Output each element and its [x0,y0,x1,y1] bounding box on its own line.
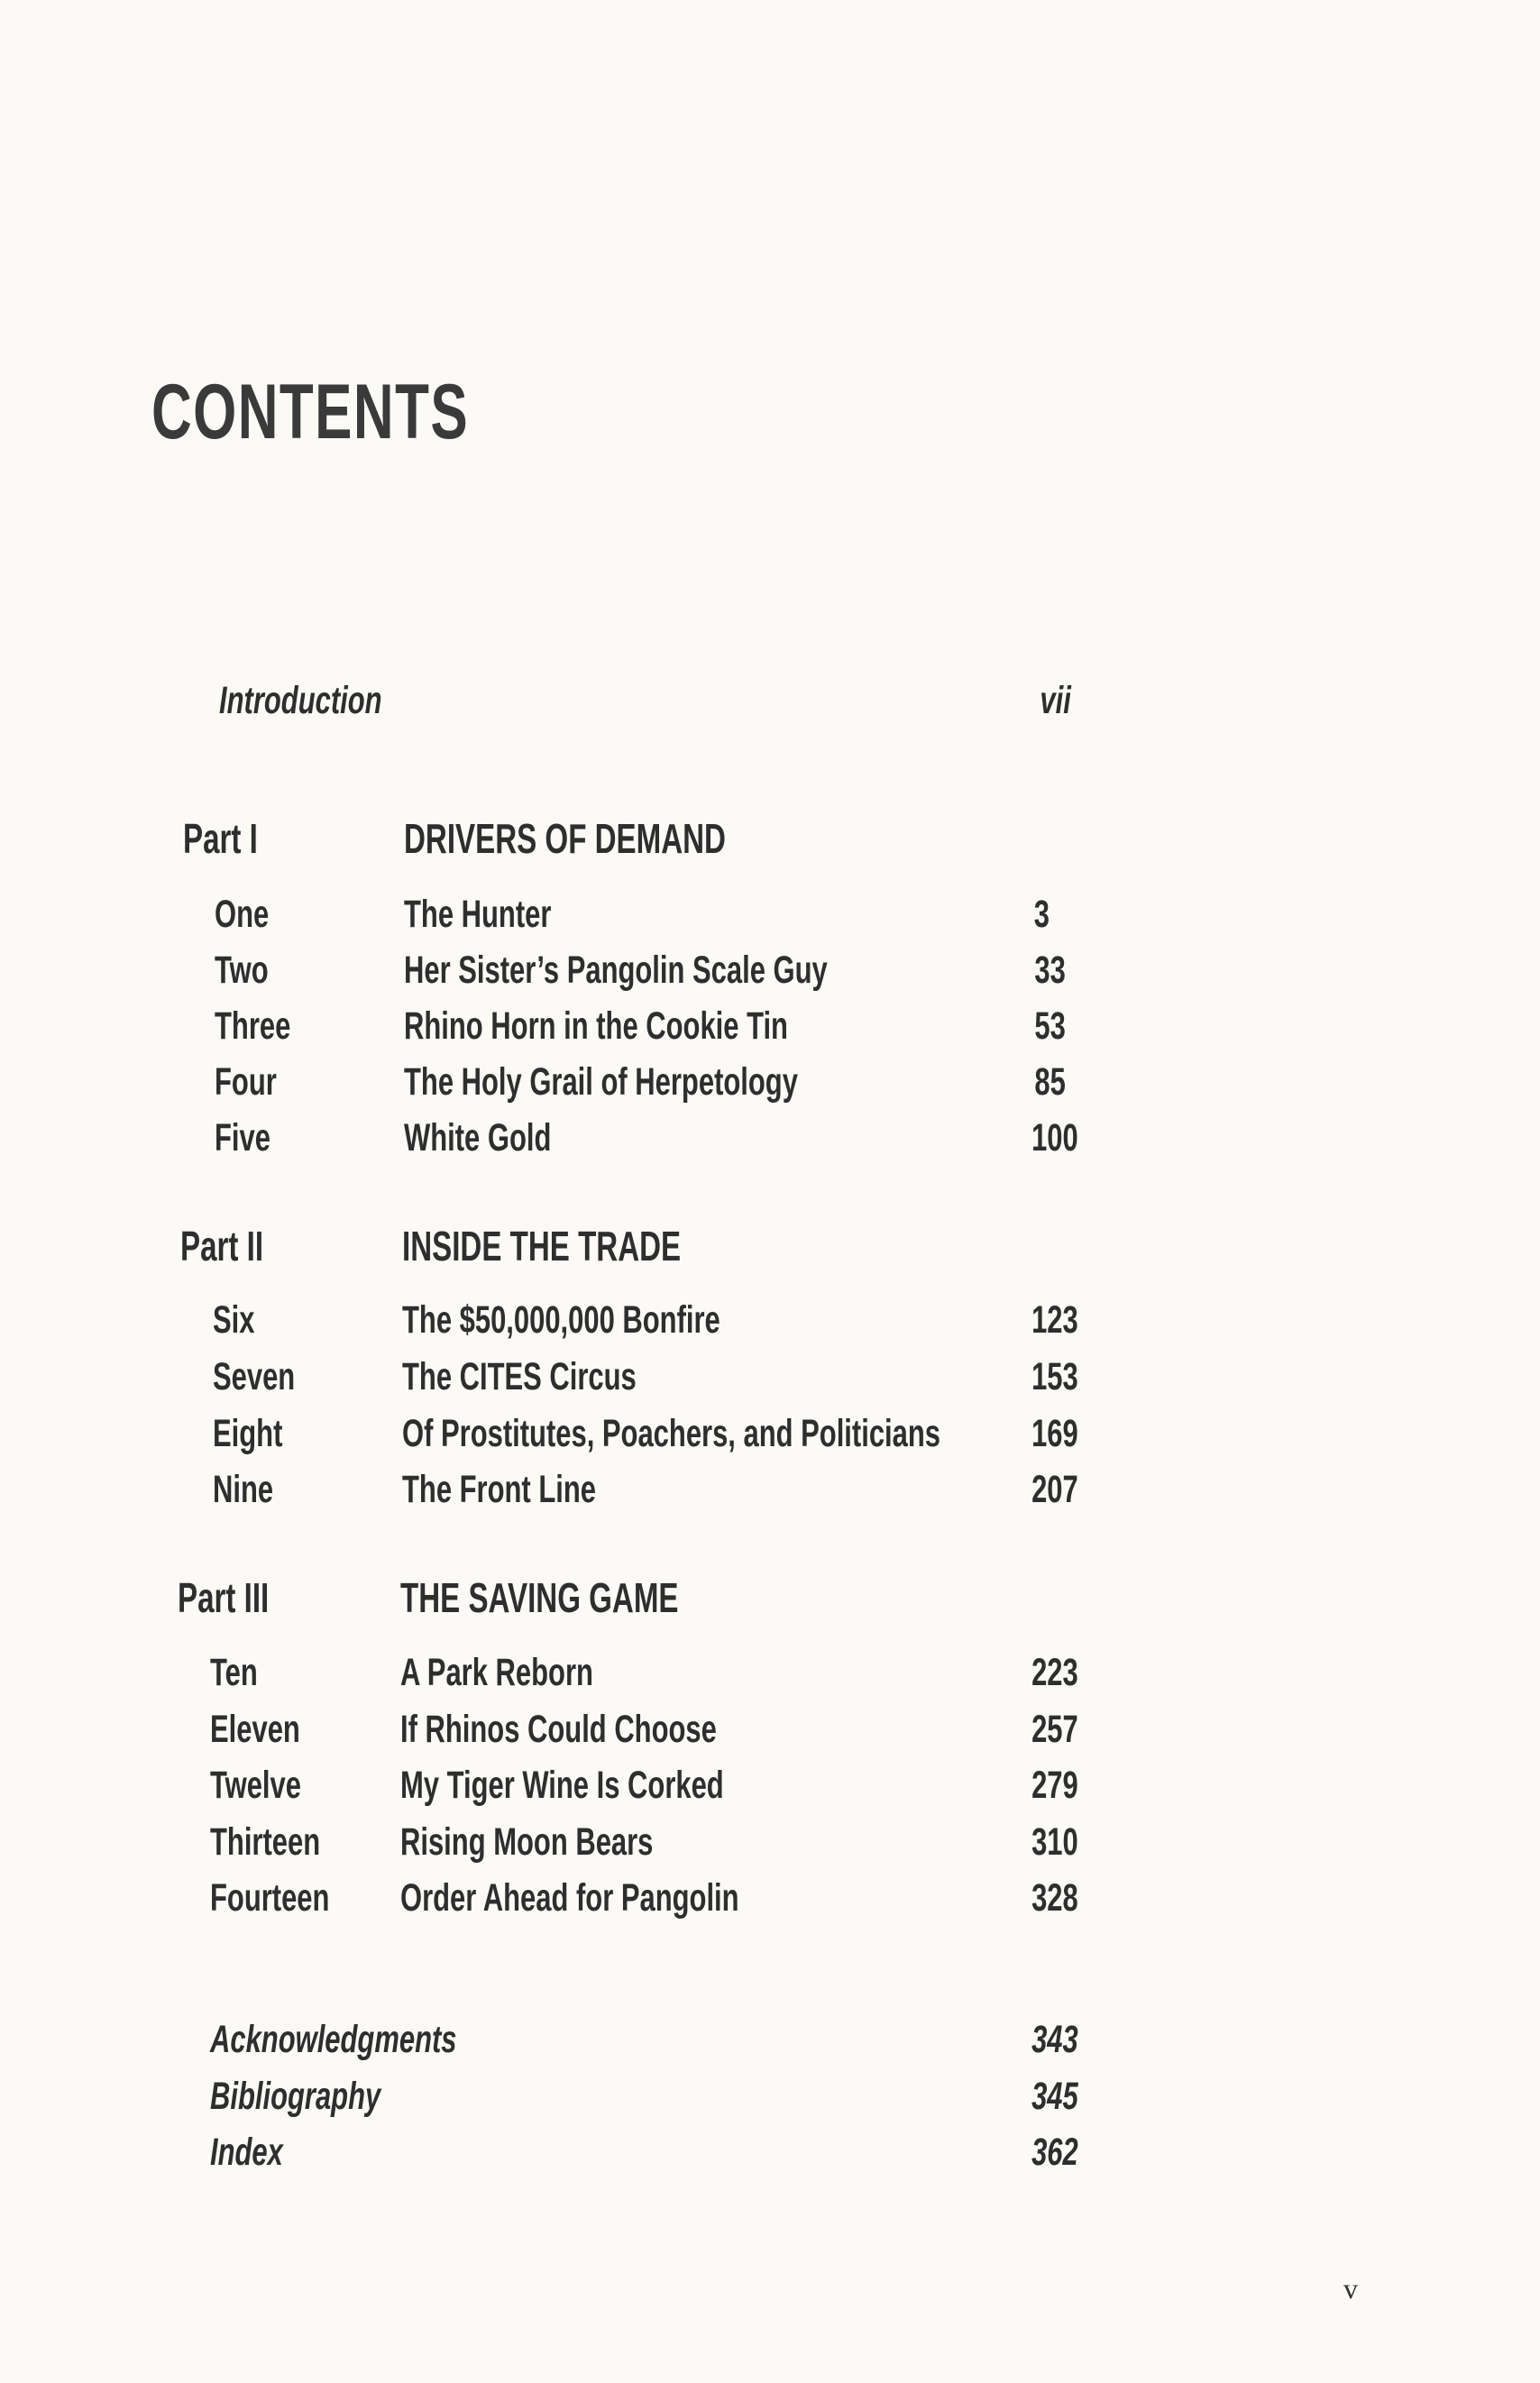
chapter-title: White Gold [404,1116,552,1159]
chapter-number: Eight [213,1412,283,1455]
chapter-number: One [215,893,270,936]
chapter-title: My Tiger Wine Is Corked [400,1764,724,1807]
page-folio: v [1343,2272,1358,2305]
toc-entry[interactable] [0,1645,1540,1700]
toc-entry-introduction[interactable] [0,674,1540,728]
toc-entry[interactable] [0,1462,1540,1517]
part-heading: DRIVERS OF DEMAND [404,815,726,862]
toc-entry[interactable] [0,1350,1540,1404]
chapter-title: The Front Line [402,1468,596,1511]
chapter-page: 207 [1031,1468,1078,1511]
back-matter-page: 343 [1031,2018,1078,2061]
chapter-number: Ten [210,1651,258,1694]
chapter-title: The Holy Grail of Herpetology [404,1060,798,1104]
chapter-title: Rising Moon Bears [400,1820,654,1864]
toc-entry[interactable] [0,1293,1540,1347]
chapter-page: 310 [1031,1820,1078,1864]
toc-entry[interactable] [0,1871,1540,1925]
page-title [151,368,592,457]
chapter-title: A Park Reborn [400,1651,593,1694]
chapter-number: Two [215,949,269,992]
toc-entry[interactable] [0,1407,1540,1461]
back-matter-label: Index [210,2131,283,2174]
chapter-page: 279 [1031,1764,1078,1807]
chapter-page: 223 [1031,1651,1078,1694]
toc-entry[interactable] [0,999,1540,1053]
back-matter-page: 345 [1031,2075,1078,2118]
chapter-number: Four [215,1060,277,1104]
chapter-number: Nine [213,1468,274,1511]
chapter-page: 3 [1033,893,1050,936]
chapter-page: 328 [1031,1876,1078,1920]
toc-entry[interactable] [0,1055,1540,1109]
toc-entry-bibliography[interactable] [0,2069,1540,2123]
part-label: Part II [180,1223,264,1269]
chapter-number: Three [215,1004,291,1048]
page-title-text: CONTENTS [151,369,470,455]
chapter-number: Seven [213,1355,296,1398]
chapter-page: 123 [1031,1298,1078,1342]
part-heading: INSIDE THE TRADE [402,1223,682,1269]
part-heading: THE SAVING GAME [400,1574,679,1621]
chapter-title: The $50,000,000 Bonfire [402,1298,720,1342]
toc-entry[interactable] [0,1758,1540,1812]
chapter-page: 257 [1031,1708,1078,1751]
chapter-number: Five [215,1116,270,1159]
chapter-title: Rhino Horn in the Cookie Tin [404,1004,788,1048]
chapter-title: Order Ahead for Pangolin [400,1876,739,1920]
back-matter-label: Acknowledgments [210,2018,457,2061]
chapter-title: If Rhinos Could Choose [400,1708,717,1751]
toc-entry[interactable] [0,1702,1540,1756]
toc-entry[interactable] [0,943,1540,997]
toc-entry-index[interactable] [0,2125,1540,2179]
chapter-page: 53 [1034,1004,1066,1048]
back-matter-page: 362 [1031,2131,1078,2174]
toc-entry-acknowledgments[interactable] [0,2012,1540,2067]
chapter-page: 33 [1034,949,1066,992]
chapter-page: 85 [1034,1060,1066,1104]
part-label: Part III [178,1574,270,1621]
chapter-page: 100 [1031,1116,1078,1159]
toc-entry[interactable] [0,1815,1540,1869]
part-header [0,1219,1540,1273]
chapter-number: Six [213,1298,255,1342]
part-header [0,811,1540,866]
chapter-title: The Hunter [404,893,552,936]
back-matter-label: Bibliography [210,2075,381,2118]
chapter-number: Fourteen [210,1876,330,1920]
chapter-number: Eleven [210,1708,300,1751]
introduction-label: Introduction [219,679,382,722]
chapter-page: 153 [1031,1355,1078,1398]
toc-entry[interactable] [0,1111,1540,1165]
part-header [0,1571,1540,1625]
part-label: Part I [183,815,258,862]
introduction-page: vii [1040,679,1071,722]
chapter-title: Her Sister’s Pangolin Scale Guy [404,949,828,992]
chapter-page: 169 [1031,1412,1078,1455]
chapter-title: Of Prostitutes, Poachers, and Politicians [402,1412,941,1455]
chapter-number: Twelve [210,1764,301,1807]
chapter-title: The CITES Circus [402,1355,637,1398]
chapter-number: Thirteen [210,1820,321,1864]
toc-entry[interactable] [0,887,1540,941]
